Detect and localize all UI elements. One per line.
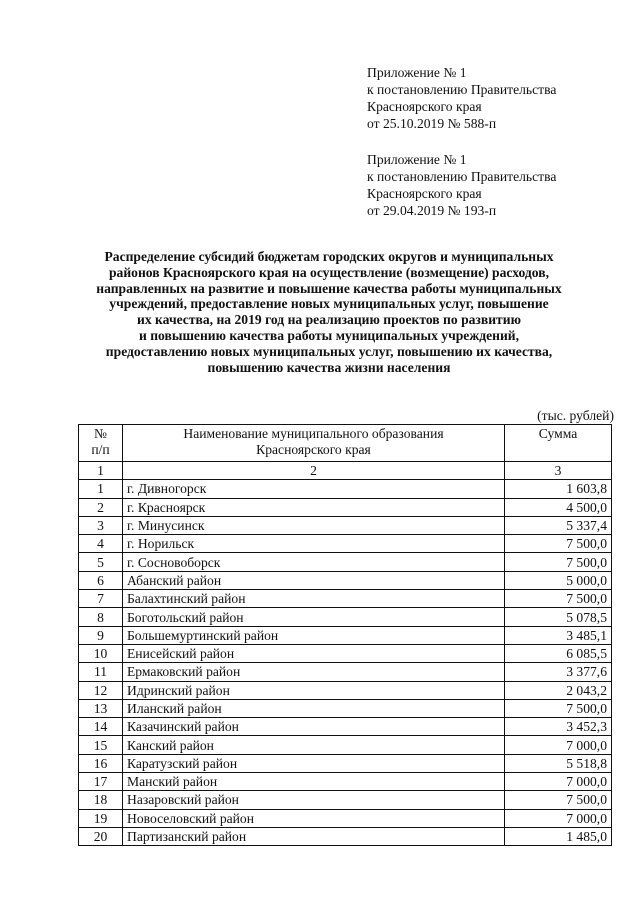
table-row (79, 498, 612, 516)
row-number: 7 (79, 590, 123, 608)
row-sum: 3 377,6 (505, 663, 612, 681)
row-municipality: г. Норильск (123, 535, 505, 553)
table-header-row (79, 425, 612, 462)
row-number: 16 (79, 754, 123, 772)
title-line: учреждений, предоставление новых муниципальных услуг, повышение (109, 296, 549, 312)
row-sum: 7 500,0 (505, 699, 612, 717)
row-number: 18 (79, 791, 123, 809)
header-number-line1: № (94, 426, 107, 441)
table-row (79, 681, 612, 699)
column-index-2: 2 (123, 462, 505, 480)
row-municipality: Боготольский район (123, 608, 505, 626)
row-number: 6 (79, 571, 123, 589)
column-index-row (79, 462, 612, 480)
row-municipality: Манский район (123, 773, 505, 791)
title-line: повышению качества жизни населения (207, 359, 451, 375)
title-line: районов Красноярского края на осуществление (возмещение) расходов, (108, 264, 550, 280)
row-sum: 7 500,0 (505, 553, 612, 571)
row-municipality: г. Красноярск (123, 498, 505, 516)
header-name (123, 425, 505, 462)
title-line: направленных на развитие и повышение качества работы муниципальных (96, 280, 562, 296)
header-name-line2: Красноярского края (256, 442, 371, 457)
row-sum: 4 500,0 (505, 498, 612, 516)
appendix-label: Приложение № 1 (367, 152, 467, 167)
table-row (79, 590, 612, 608)
title-line: и повышению качества работы муниципальных учреждений, (138, 327, 520, 343)
row-municipality: Иланский район (123, 699, 505, 717)
table-row (79, 571, 612, 589)
appendix-block-original (367, 151, 627, 219)
table-row (79, 718, 612, 736)
row-sum: 5 078,5 (505, 608, 612, 626)
row-number: 2 (79, 498, 123, 516)
row-sum: 7 500,0 (505, 590, 612, 608)
table-row (79, 663, 612, 681)
row-number: 4 (79, 535, 123, 553)
subsidy-table (78, 424, 612, 846)
row-municipality: Балахтинский район (123, 590, 505, 608)
row-municipality: Назаровский район (123, 791, 505, 809)
row-municipality: Канский район (123, 736, 505, 754)
row-number: 14 (79, 718, 123, 736)
row-sum: 3 452,3 (505, 718, 612, 736)
column-index-3: 3 (505, 462, 612, 480)
row-municipality: Казачинский район (123, 718, 505, 736)
title-line: их качества, на 2019 год на реализацию проектов по развитию (137, 312, 521, 328)
row-sum: 7 500,0 (505, 535, 612, 553)
row-municipality: г. Дивногорск (123, 480, 505, 498)
row-sum: 7 000,0 (505, 809, 612, 827)
row-sum: 3 485,1 (505, 626, 612, 644)
appendix-date-number: от 25.10.2019 № 588-п (367, 116, 497, 131)
header-number (79, 425, 123, 462)
table-row (79, 773, 612, 791)
table-row (79, 754, 612, 772)
appendix-reference: к постановлению Правительства (367, 82, 557, 97)
table-row (79, 699, 612, 717)
row-number: 10 (79, 644, 123, 662)
title-line: предоставлению новых муниципальных услуг, повышению их качества, (105, 343, 553, 359)
row-number: 12 (79, 681, 123, 699)
table-row (79, 827, 612, 845)
row-municipality: г. Минусинск (123, 516, 505, 534)
title-line: Распределение субсидий бюджетам городских округов и муниципальных (104, 249, 554, 264)
row-number: 15 (79, 736, 123, 754)
row-municipality: Абанский район (123, 571, 505, 589)
appendix-date-number: от 29.04.2019 № 193-п (367, 203, 497, 218)
table-row (79, 535, 612, 553)
row-municipality: Енисейский район (123, 644, 505, 662)
table-row (79, 626, 612, 644)
row-municipality: Ермаковский район (123, 663, 505, 681)
header-number-line2: п/п (91, 442, 110, 457)
table-row (79, 809, 612, 827)
row-sum: 7 000,0 (505, 736, 612, 754)
row-municipality: Идринский район (123, 681, 505, 699)
row-municipality: г. Сосновоборск (123, 553, 505, 571)
row-number: 13 (79, 699, 123, 717)
table-row (79, 516, 612, 534)
header-sum-label: Сумма (538, 426, 578, 441)
row-number: 1 (79, 480, 123, 498)
table-row (79, 736, 612, 754)
header-sum (505, 425, 612, 462)
row-municipality: Новоселовский район (123, 809, 505, 827)
appendix-block-current (367, 64, 627, 132)
row-municipality: Каратузский район (123, 754, 505, 772)
row-number: 8 (79, 608, 123, 626)
row-number: 9 (79, 626, 123, 644)
table-row (79, 553, 612, 571)
row-sum: 5 000,0 (505, 571, 612, 589)
row-number: 11 (79, 663, 123, 681)
table-row (79, 791, 612, 809)
row-sum: 1 603,8 (505, 480, 612, 498)
row-sum: 5 518,8 (505, 754, 612, 772)
column-index-1: 1 (79, 462, 123, 480)
appendix-region: Красноярского края (367, 99, 482, 114)
row-sum: 7 500,0 (505, 791, 612, 809)
units-label: (тыс. рублей) (537, 408, 614, 423)
appendix-reference: к постановлению Правительства (367, 169, 557, 184)
row-number: 19 (79, 809, 123, 827)
row-sum: 5 337,4 (505, 516, 612, 534)
table-row (79, 480, 612, 498)
table-row (79, 644, 612, 662)
header-name-line1: Наименование муниципального образования (183, 426, 444, 441)
row-sum: 1 485,0 (505, 827, 612, 845)
row-number: 5 (79, 553, 123, 571)
appendix-label: Приложение № 1 (367, 65, 467, 80)
row-number: 3 (79, 516, 123, 534)
table-row (79, 608, 612, 626)
row-sum: 2 043,2 (505, 681, 612, 699)
row-number: 17 (79, 773, 123, 791)
row-number: 20 (79, 827, 123, 845)
appendix-region: Красноярского края (367, 186, 482, 201)
row-municipality: Большемуртинский район (123, 626, 505, 644)
row-sum: 6 085,5 (505, 644, 612, 662)
row-municipality: Партизанский район (123, 827, 505, 845)
row-sum: 7 000,0 (505, 773, 612, 791)
document-title (64, 249, 594, 375)
